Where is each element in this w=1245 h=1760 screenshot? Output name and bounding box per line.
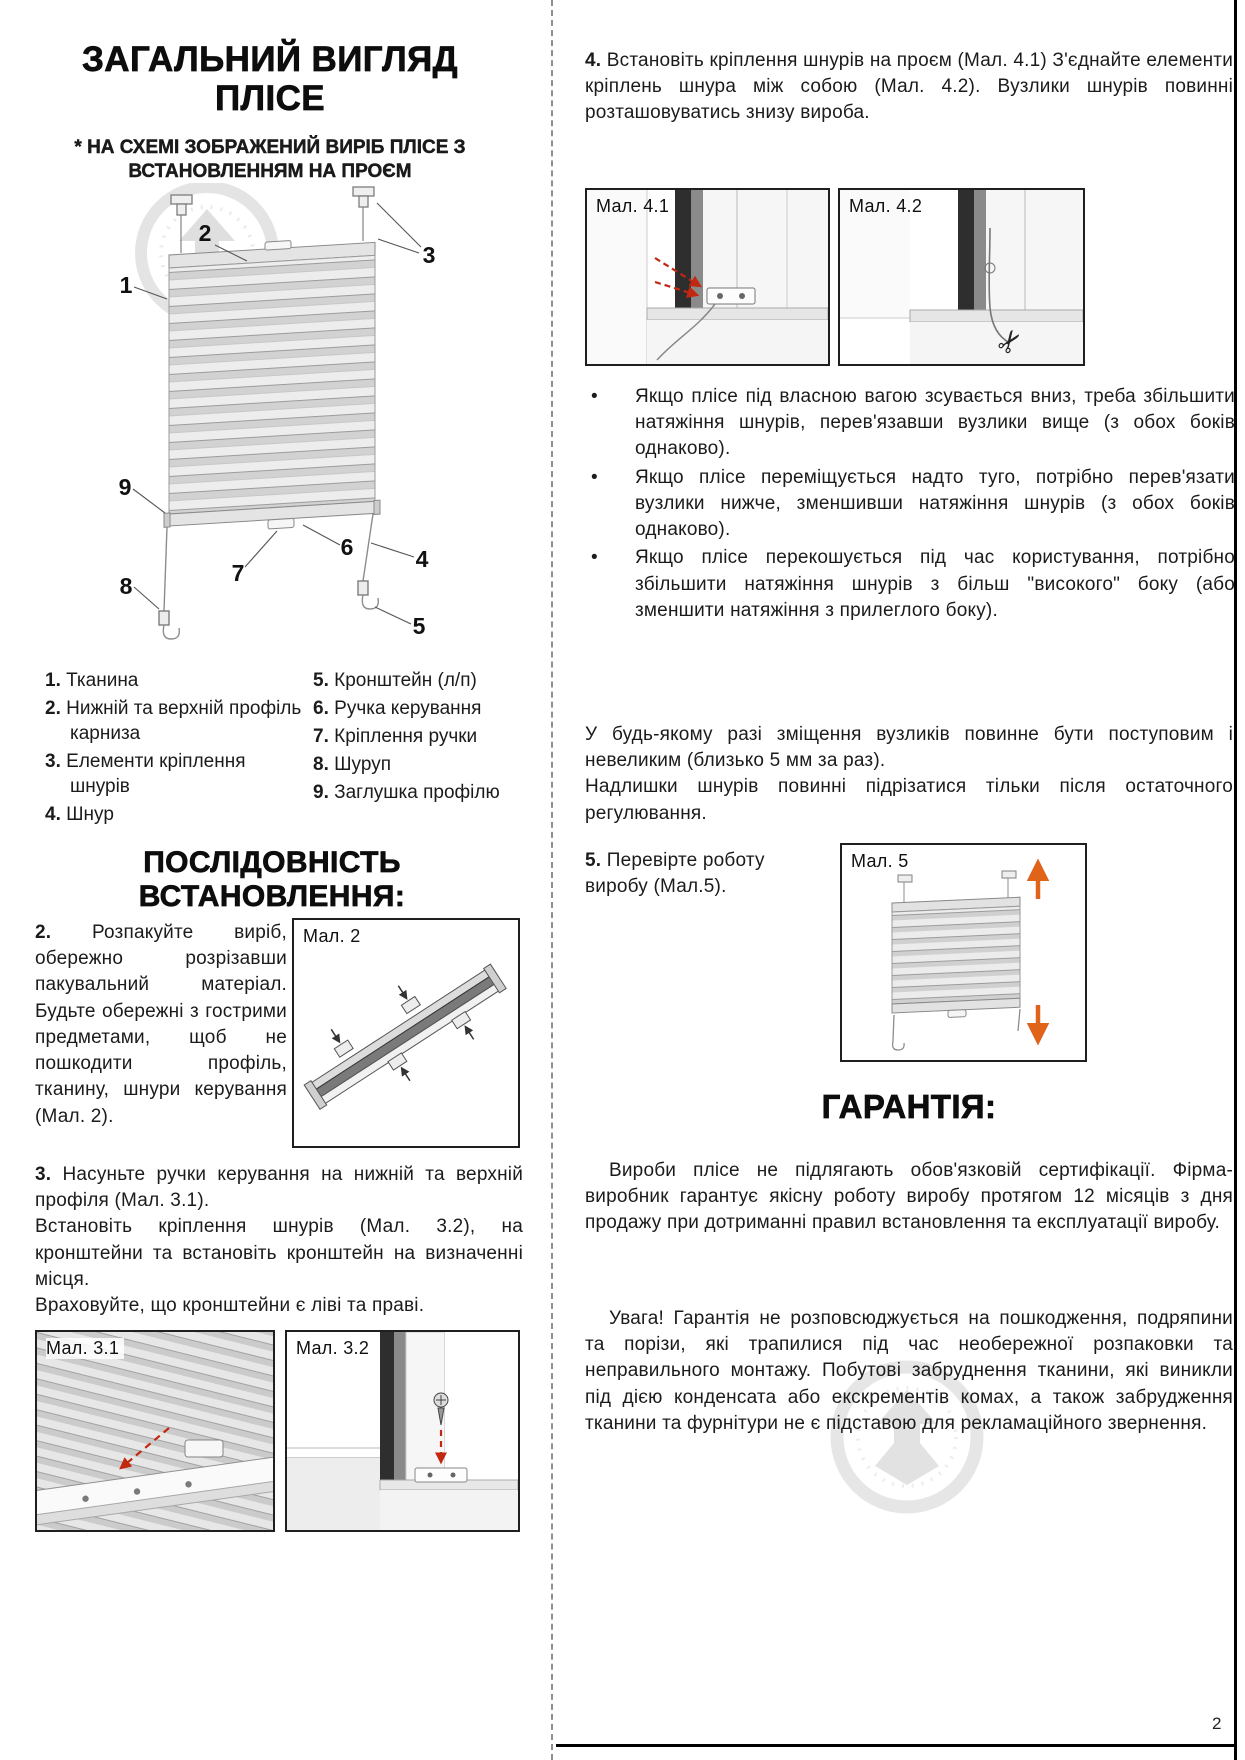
installation-heading: ПОСЛІДОВНІСТЬ ВСТАНОВЛЕННЯ: — [138, 846, 406, 913]
footer-rule — [556, 1744, 1234, 1747]
step-5-paragraph: 5. Перевірте роботу виробу (Мал.5). — [585, 850, 765, 898]
control-cords — [159, 514, 378, 639]
callout-1: 1 — [119, 272, 133, 298]
step-5-number: 5. — [585, 850, 602, 871]
step-4-number: 4. — [585, 50, 602, 71]
figure-4-1-label: Мал. 4.1 — [596, 196, 670, 216]
blind-overview-diagram — [95, 183, 465, 668]
warranty-heading: ГАРАНТІЯ: — [821, 1088, 997, 1125]
callout-6: 6 — [340, 534, 354, 560]
figure-3-1-drawing — [37, 1332, 273, 1530]
bullet-item: • Якщо плісе під власною вагою зсувається вниз, треба збільшити натяжіння шнурів, перев'язавши вузлики вище (з обох боків однаково). — [591, 386, 1235, 460]
page-number: 2 — [1212, 1714, 1222, 1733]
callout-2: 2 — [198, 220, 212, 246]
adjustment-note: У будь-якому разі зміщення вузликів повинне бути поступовим і невеликим (близько 5 мм за раз). Надлишки шнурів повинні підрізатися тільки після остаточного регулювання. — [585, 724, 1233, 824]
bullet-item: • Якщо плісе переміщується надто туго, потрібно перев'язати вузлики нижче, зменшивши натяжіння шнурів (з обох боків однаково). — [591, 466, 1235, 541]
callout-4: 4 — [415, 546, 429, 572]
step-2-paragraph: 2. Розпакуйте виріб, обережно розрізавши пакувальний матеріал. Будьте обережні з гострими предметами, щоб не пошкодити профіль, тканину, шнури керування (Мал. 2). — [35, 922, 287, 1127]
figure-3-2-drawing — [287, 1332, 518, 1530]
cord-bracket — [707, 288, 755, 304]
column-divider — [551, 0, 553, 1760]
figure-5-drawing — [842, 845, 1085, 1060]
bullet-item: • Якщо плісе перекошується під час користування, потрібно збільшити натяжіння шнурів з більш "високого" боку (або зменшити натяжіння з прилеглого боку). — [591, 547, 1235, 621]
page-title: ЗАГАЛЬНИЙ ВИГЛЯД ПЛІСЕ — [81, 40, 459, 119]
figure-4-2-label: Мал. 4.2 — [849, 196, 923, 216]
adjustment-bullets — [585, 384, 1235, 626]
callout-8: 8 — [119, 573, 133, 599]
legend-item-4: 4. Шнур — [45, 804, 114, 826]
legend-item-3: 3. Елементи кріплення шнурів — [45, 751, 246, 798]
callout-5: 5 — [412, 613, 426, 639]
warranty-paragraph-1: Вироби плісе не підлягають обов'язковій сертифікації. Фірма-виробник гарантує якісну роботу виробу протягом 12 місяців з дня продажу при дотриманні правил встановлення та експлуатації виробу. — [585, 1160, 1233, 1234]
step-3-number: 3. — [35, 1164, 52, 1185]
legend-item-9: 9. Заглушка профілю — [313, 782, 500, 804]
step-3-paragraph: 3. Насуньте ручки керування на нижній та верхній профіля (Мал. 3.1). Встановіть кріплення шнурів (Мал. 3.2), на кронштейни та встановіть кронштейн на визначенні місця. Враховуйте, що кронштейни є ліві та праві. — [35, 1164, 524, 1317]
warranty-paragraph-2: Увага! Гарантія не розповсюджується на пошкодження, подряпини та порізи, які трапилися під час необережної розпаковки та неправильного монтажу. Побутові забруднення тканини, які виникли під дією конденсата або екскрементів комах, а також забрудження тканини та фурнітури не є підставою для рекламаційного звернення. — [585, 1308, 1233, 1434]
rolled-blind — [294, 937, 518, 1130]
overview-subtitle: * НА СХЕМІ ЗОБРАЖЕНИЙ ВИРІБ ПЛІСЕ З ВСТАНОВЛЕННЯМ НА ПРОЄМ — [74, 137, 466, 182]
legend-item-2: 2. Нижній та верхній профіль карниза — [45, 698, 302, 745]
legend-item-6: 6. Ручка керування — [313, 698, 482, 720]
figure-2-drawing — [294, 920, 518, 1146]
step-4-paragraph: 4. Встановіть кріплення шнурів на проєм (Мал. 4.1) З'єднайте елементи кріплень шнура між собою (Мал. 4.2). Вузлики шнурів повинні розташовуватись знизу вироба. — [585, 50, 1234, 124]
figure-4-1 — [585, 188, 830, 366]
callout-9: 9 — [118, 474, 132, 500]
mini-blind — [892, 897, 1020, 1020]
cord-bracket — [415, 1468, 467, 1482]
figure-5-label: Мал. 5 — [851, 851, 909, 871]
callout-3: 3 — [422, 242, 436, 268]
legend-item-1: 1. Тканина — [45, 670, 139, 691]
figure-3-1-label: Мал. 3.1 — [46, 1338, 124, 1359]
figure-4-2 — [838, 188, 1085, 366]
control-handle — [185, 1440, 223, 1457]
figure-5 — [840, 843, 1087, 1062]
figure-3-2-label: Мал. 3.2 — [296, 1338, 370, 1358]
page-right-rule — [1234, 0, 1237, 1760]
bullet-marker: • — [591, 466, 598, 488]
legend-list-right — [313, 668, 528, 808]
legend-item-8: 8. Шуруп — [313, 754, 391, 776]
legend-list-left — [45, 668, 307, 830]
callout-7: 7 — [231, 560, 245, 586]
blind-body — [164, 235, 380, 535]
legend-item-7: 7. Кріплення ручки — [313, 726, 478, 748]
figure-2-label: Мал. 2 — [303, 926, 361, 946]
bullet-marker: • — [591, 386, 598, 407]
figure-2 — [292, 918, 520, 1148]
bullet-marker: • — [591, 547, 598, 569]
scissors-icon: ✂ — [990, 322, 1032, 362]
figure-3-2 — [285, 1330, 520, 1532]
legend-item-5: 5. Кронштейн (л/п) — [313, 670, 477, 691]
figure-3-1 — [35, 1330, 275, 1532]
step-2-number: 2. — [35, 922, 52, 943]
